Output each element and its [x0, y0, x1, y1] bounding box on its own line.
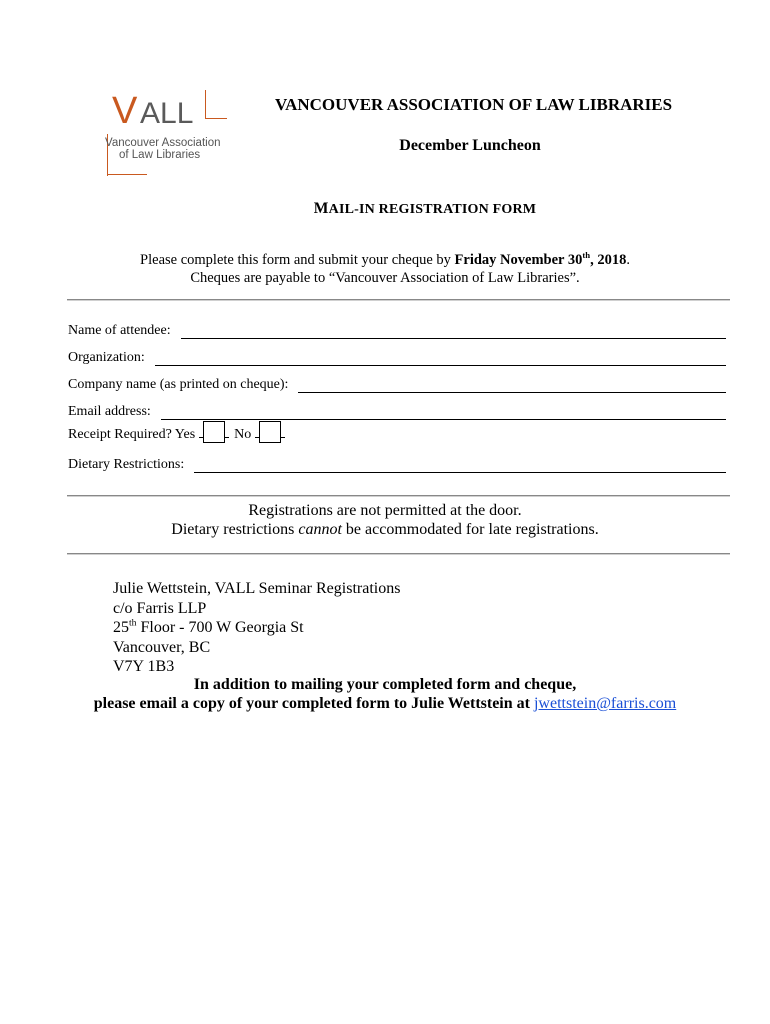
event-subtitle-text: December Luncheon [399, 137, 541, 154]
address-line4: Vancouver, BC [113, 638, 211, 656]
address-line2: c/o Farris LLP [113, 599, 207, 617]
vall-logo [95, 88, 235, 178]
email-input-line[interactable] [161, 405, 726, 420]
logo-line-top [205, 90, 206, 118]
address-line5: V7Y 1B3 [113, 658, 175, 675]
receipt-yes-trail [225, 437, 229, 438]
deadline-sup: th [582, 250, 591, 261]
instructions-line2: Cheques are payable to “Vancouver Association of Law Libraries”. [190, 270, 580, 286]
notice-line2 [0, 521, 770, 539]
attendee-name-input-line[interactable] [181, 324, 726, 339]
receipt-label: Receipt Required? Yes [68, 427, 196, 442]
deadline-year: , 2018 [590, 252, 627, 268]
divider-top [67, 299, 730, 300]
receipt-required-field [68, 421, 285, 443]
notice-line1: Registrations are not permitted at the door. [248, 502, 522, 519]
company-name-label: Company name (as printed on cheque): [68, 377, 289, 392]
instructions-end: . [626, 252, 630, 268]
receipt-no-label: No [234, 427, 252, 442]
logo-all: ALL [140, 97, 194, 130]
logo-line2: of Law Libraries [119, 149, 201, 161]
footer-line1: In addition to mailing your completed form and cheque, [193, 676, 577, 693]
company-name-field[interactable] [68, 377, 726, 393]
dietary-input-line[interactable] [194, 458, 726, 473]
logo-v: V [112, 90, 137, 132]
address-line3-sup: th [129, 617, 137, 629]
email-field[interactable] [68, 404, 726, 420]
attendee-name-field[interactable] [68, 323, 726, 339]
notice-line2-prefix: Dietary restrictions [171, 521, 299, 538]
logo-line1: Vancouver Association [105, 137, 221, 149]
dietary-field[interactable] [68, 457, 726, 473]
footer-line2 [0, 695, 770, 713]
instructions-line1 [0, 252, 770, 269]
event-subtitle [300, 137, 640, 155]
email-label: Email address: [68, 404, 151, 419]
attendee-name-label: Name of attendee: [68, 323, 171, 338]
address-line3-num: 25 [113, 619, 129, 636]
logo-line-bottom [107, 174, 147, 175]
receipt-yes-checkbox[interactable] [203, 421, 225, 443]
deadline-date: Friday November 30 [454, 252, 583, 268]
form-title [250, 200, 600, 218]
email-link[interactable]: jwettstein@farris.com [533, 695, 677, 712]
logo-line-right [205, 118, 227, 119]
divider-middle [67, 495, 730, 496]
organization-field[interactable] [68, 350, 726, 366]
address-line3-rest: Floor - 700 W Georgia St [136, 619, 304, 636]
dietary-label: Dietary Restrictions: [68, 457, 185, 472]
instructions-prefix: Please complete this form and submit your cheque by [140, 252, 455, 268]
address-line3 [113, 618, 400, 638]
mailing-address [113, 579, 400, 677]
receipt-no-checkbox[interactable] [259, 421, 281, 443]
address-line1: Julie Wettstein, VALL Seminar Registrations [113, 580, 401, 597]
notice-line2-italic: cannot [298, 521, 342, 538]
form-title-first: M [313, 200, 329, 217]
company-name-input-line[interactable] [298, 378, 726, 393]
divider-bottom [67, 553, 730, 554]
notice-line2-suffix: be accommodated for late registrations. [341, 521, 599, 538]
organization-label: Organization: [68, 350, 145, 365]
footer-line2-prefix: please email a copy of your completed form to Julie Wettstein at [93, 695, 534, 712]
page-title: VANCOUVER ASSOCIATION OF LAW LIBRARIES [275, 95, 673, 114]
form-title-rest: AIL-IN REGISTRATION FORM [328, 202, 537, 217]
organization-input-line[interactable] [155, 351, 726, 366]
receipt-no-trail [281, 437, 285, 438]
